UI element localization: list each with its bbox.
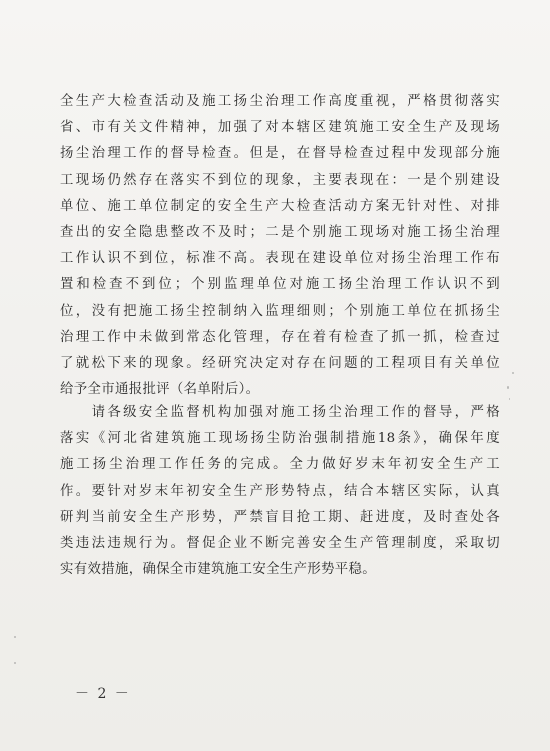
text-line: 落实《河北省建筑施工现场扬尘防治强制措施18条》，确保年度	[60, 431, 500, 447]
text-line: 请各级安全监督机构加强对施工扬尘治理工作的督导，严格	[60, 405, 500, 420]
text-line: 作。要针对岁末年初安全生产形势特点，结合本辖区实际，认真	[60, 483, 500, 499]
text-line: 位，没有把施工扬尘控制纳入监理细则；个别施工单位在抓扬尘	[60, 303, 500, 319]
text-line: 施工扬尘治理工作任务的完成。全力做好岁末年初安全生产工	[60, 457, 500, 473]
scan-speck	[512, 372, 514, 374]
text-line: 查出的安全隐患整改不及时；二是个别施工现场对施工扬尘治理	[60, 225, 500, 241]
text-line: 给予全市通报批评（名单附后）。	[60, 382, 260, 398]
text-line: 置和检查不到位；个别监理单位对施工扬尘治理工作认识不到	[60, 277, 500, 293]
text-line: 治理工作中未做到常态化管理，存在着有检查了抓一抓，检查过	[60, 329, 500, 345]
text-line: 研判当前安全生产形势，严禁盲目抢工期、赶进度，及时查处各	[60, 509, 500, 525]
text-line: 扬尘治理工作的督导检查。但是，在督导检查过程中发现部分施	[60, 146, 500, 162]
text-line: 全生产大检查活动及施工扬尘治理工作高度重视，严格贯彻落实	[60, 94, 500, 109]
scan-speck	[509, 398, 510, 400]
body-paragraph-1	[60, 89, 500, 403]
text-line: 了就松下来的现象。经研究决定对存在问题的工程项目有关单位	[60, 356, 500, 372]
scan-speck	[14, 662, 16, 664]
scan-speck	[507, 386, 509, 389]
text-line: 工现场仍然存在落实不到位的现象，主要表现在：一是个别建设	[60, 172, 500, 188]
text-line: 类违法违规行为。督促企业不断完善安全生产管理制度，采取切	[60, 536, 500, 552]
text-line: 工作认识不到位，标准不高。表现在建设单位对扬尘治理工作布	[60, 251, 500, 267]
scan-speck	[14, 636, 16, 638]
text-line: 省、市有关文件精神，加强了对本辖区建筑施工安全生产及现场	[60, 120, 500, 136]
text-line: 单位、施工单位制定的安全生产大检查活动方案无针对性、对排	[60, 198, 500, 214]
page-number: － 2 －	[75, 686, 131, 702]
body-paragraph-2	[60, 400, 500, 583]
text-line: 实有效措施，确保全市建筑施工安全生产形势平稳。	[60, 562, 377, 578]
